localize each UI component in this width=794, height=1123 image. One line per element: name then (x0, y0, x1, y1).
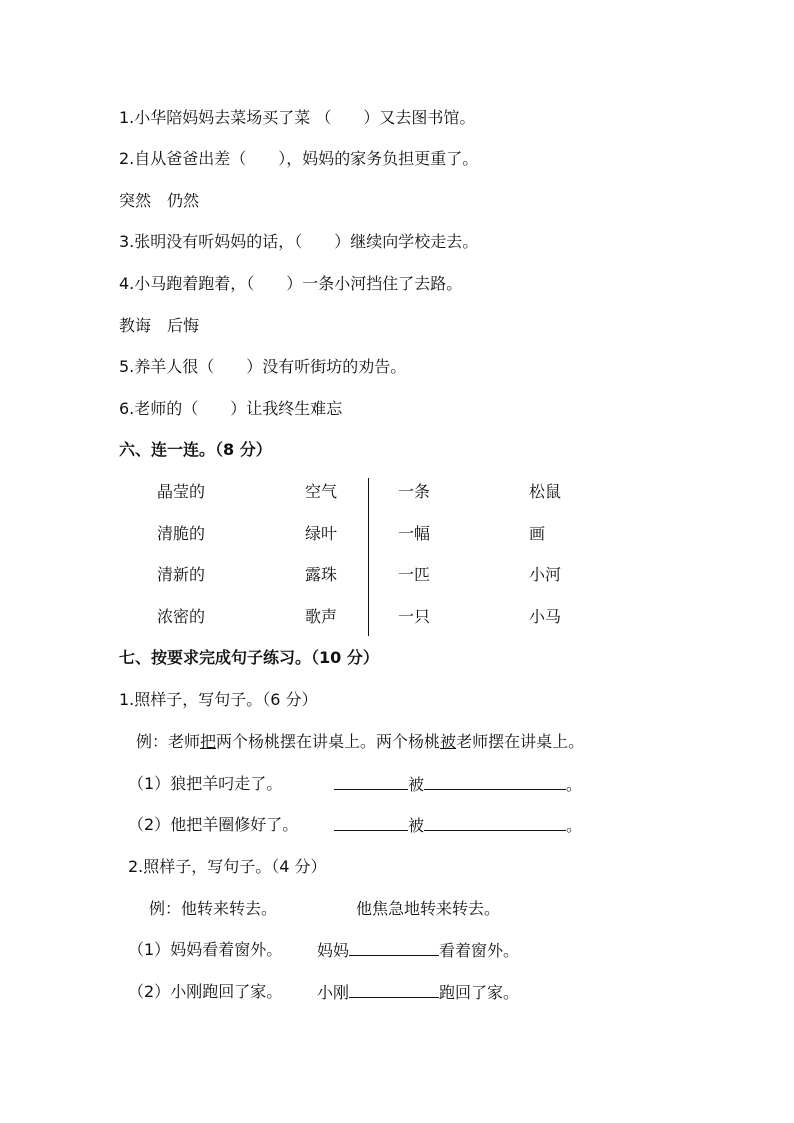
item-number: （1） (128, 774, 171, 793)
q6-left-target: 露珠 (305, 565, 338, 584)
q6-left-target: 歌声 (305, 607, 338, 626)
answer-blank[interactable] (334, 774, 408, 790)
q5-line-4: 4.小马跑着跑着，（ ）一条小河挡住了去路。 (119, 274, 463, 293)
q6-left-item: 浓密的 (157, 607, 206, 626)
example1-suffix: 老师摆在讲桌上。 (456, 732, 585, 751)
example1-ba-word: 把 (200, 732, 217, 751)
answer-blank[interactable] (349, 940, 439, 956)
item-sentence: 妈妈看着窗外。 (170, 940, 283, 959)
q7-item2-2 (128, 982, 282, 1002)
q6-right-item: 一只 (398, 607, 431, 626)
q5-line-5: 5.养羊人很（ ）没有听街坊的劝告。 (119, 357, 407, 376)
q7-example-1 (136, 732, 584, 752)
q7-sub2-title: 2.照样子，写句子。（4 分） (128, 857, 327, 876)
period: 。 (566, 775, 583, 794)
sentence-start: 小刚 (317, 983, 350, 1002)
q6-right-target: 松鼠 (529, 482, 562, 501)
q7-item1-1-answer (334, 774, 582, 795)
bei-word: 被 (408, 816, 425, 835)
q7-item2-1 (128, 940, 282, 960)
answer-blank[interactable] (424, 774, 566, 790)
q7-sub1-title: 1.照样子，写句子。（6 分） (119, 690, 318, 709)
q7-item2-2-answer (317, 982, 519, 1003)
q5-line-3: 3.张明没有听妈妈的话，（ ）继续向学校走去。 (119, 232, 479, 251)
item-sentence: 他把羊圈修好了。 (170, 815, 299, 834)
item-sentence: 狼把羊叼走了。 (170, 774, 283, 793)
q6-left-target: 绿叶 (305, 524, 338, 543)
q6-heading: 六、连一连。（8 分） (119, 440, 272, 459)
q6-right-target: 小河 (529, 565, 562, 584)
q7-item1-2 (128, 815, 298, 835)
item-number: （2） (128, 982, 171, 1001)
q6-left-item: 晶莹的 (157, 482, 206, 501)
q7-example-2-right: 他焦急地转来转去。 (356, 899, 501, 918)
item-number: （1） (128, 940, 171, 959)
q6-right-target: 小马 (529, 607, 562, 626)
q6-right-item: 一匹 (398, 565, 431, 584)
q7-item1-2-answer (334, 815, 582, 836)
example1-prefix: 例：老师 (136, 732, 201, 751)
q7-item1-1 (128, 774, 282, 794)
answer-blank[interactable] (424, 815, 566, 831)
bei-word: 被 (408, 775, 425, 794)
example1-mid: 两个杨桃摆在讲桌上。两个杨桃 (216, 732, 441, 751)
sentence-start: 妈妈 (317, 941, 350, 960)
q5-line-1: 1.小华陪妈妈去菜场买了菜 （ ）又去图书馆。 (119, 108, 476, 127)
q7-example-2-left: 例：他转来转去。 (149, 899, 278, 918)
q6-right-item: 一条 (398, 482, 431, 501)
answer-blank[interactable] (334, 815, 408, 831)
q5-word-choices-1: 突然 仍然 (119, 191, 200, 210)
q6-divider (368, 478, 369, 636)
item-number: （2） (128, 815, 171, 834)
q6-left-item: 清新的 (157, 565, 206, 584)
q6-right-item: 一幅 (398, 524, 431, 543)
example1-bei-word: 被 (440, 732, 457, 751)
q6-left-target: 空气 (305, 482, 338, 501)
q6-right-target: 画 (529, 524, 546, 543)
q7-item2-1-answer (317, 940, 519, 961)
item-sentence: 小刚跑回了家。 (170, 982, 283, 1001)
q5-line-2: 2.自从爸爸出差（ ），妈妈的家务负担更重了。 (119, 149, 479, 168)
q5-word-choices-2: 教诲 后悔 (119, 316, 200, 335)
period: 。 (566, 816, 583, 835)
q7-heading: 七、按要求完成句子练习。（10 分） (119, 648, 379, 667)
sentence-end: 跑回了家。 (439, 983, 520, 1002)
answer-blank[interactable] (349, 982, 439, 998)
q6-left-item: 清脆的 (157, 524, 206, 543)
q5-line-6: 6.老师的（ ）让我终生难忘 (119, 399, 343, 418)
sentence-end: 看着窗外。 (439, 941, 520, 960)
